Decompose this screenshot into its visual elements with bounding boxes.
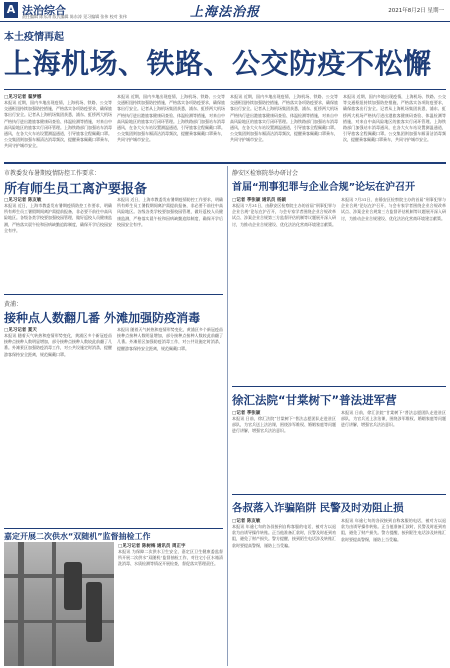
lead-body-col-3	[230, 94, 338, 158]
lead-kicker: 本土疫情再起	[4, 32, 64, 43]
story7-body-text: 本报讯 年逾七旬的各叔接到自称客服的电话，被对方以退款为由诱导操作转账。正当他准备汇款时，民警及时赶到劝阻，避免了财产损失。警方提醒，接到陌生电话涉及转账汇款时要提高警惕，谨防上当受骗。	[341, 518, 446, 542]
story3-byline: □见习记者 夏天	[4, 328, 37, 333]
water-tank-inspection-photo	[4, 542, 114, 666]
story2-headline: 所有师生员工离沪要报备	[4, 182, 148, 197]
section-divider	[4, 162, 446, 164]
lead-body-col-1	[4, 94, 112, 158]
story7-body-text: 本报讯 年逾七旬的各叔接到自称客服的电话，被对方以退款为由诱导操作转账。正当他准备汇款时，民警及时赶到劝阻，避免了财产损失。警方提醒，接到陌生电话涉及转账汇款时要提高警惕，谨防上当受骗。	[232, 524, 336, 548]
story6-body-text: 本报讯 日前，徐汇法院“甘棠树下”普法志愿团队走进驻区部队，为官兵送上法治课，围绕涉军维权、婚姻家庭等问题进行讲解，增强官兵法治意识。	[232, 416, 336, 434]
story6-body-text: 本报讯 日前，徐汇法院“甘棠树下”普法志愿团队走进驻区部队，为官兵送上法治课，围绕涉军维权、婚姻家庭等问题进行讲解，增强官兵法治意识。	[341, 410, 446, 428]
lead-body-col-2	[117, 94, 225, 158]
story6-rule	[232, 494, 446, 495]
story5-body-col-1	[232, 197, 336, 382]
page-letter: A	[4, 2, 18, 18]
lead-body-col-4	[343, 94, 446, 158]
story5-rule	[232, 386, 446, 387]
story4-headline: 嘉定开展二次供水“双随机”监督抽检工作	[4, 532, 151, 541]
masthead	[0, 0, 450, 22]
editors-line: 责任编辑 陈东涛 版式编辑 陈东涛 见习编辑 张伟 校对 张伟	[22, 14, 127, 19]
story3-body-col-1	[4, 327, 112, 527]
story5-body-col-2	[341, 197, 446, 382]
story4-byline: □见习记者 陈树梅 通讯员 周正宇	[118, 544, 186, 549]
story3-body-col-2	[117, 327, 223, 527]
story6-body-col-1	[232, 410, 336, 490]
story5-byline: □记者 季张颖 通讯员 杨颖	[232, 198, 286, 203]
story2-body-col-2	[117, 197, 223, 289]
story3-rule	[4, 528, 223, 529]
story2-kicker: 市教委发布暑期疫情防控工作要求：	[4, 170, 101, 177]
story3-body-text: 本报讯 随着天气转热和疫情形势变化，黄浦区多个新冠疫苗接种点接种人数明显增加，部分接种点接种人数较此前翻了几番。外滩景区加强防疫消毒工作，对公共设施定时消杀，提醒游客保持安全距离，规范佩戴口罩。	[4, 333, 112, 357]
lead-headline: 上海机场、铁路、公交防疫不松懈	[4, 47, 432, 80]
paper-name: 上海法治报	[190, 5, 261, 20]
story7-byline: □记者 陈友敏	[232, 519, 261, 524]
column-divider	[227, 166, 228, 666]
story2-body-text: 本报讯 近日，上海市教委发布暑期疫情防控工作要求，明确所有师生员工暑假期间离沪需提前报备，非必要不前往中高风险地区。各级各类学校要加强校园管理，做好返校人员健康监测，严格落实晨午检和因病缺勤追踪制度，确保开学后校园安全有序。	[4, 203, 112, 233]
lead-rule	[4, 89, 446, 90]
story5-kicker: 静安区检察院举办研讨会	[232, 170, 299, 177]
story6-byline: □记者 季张颖	[232, 411, 261, 416]
lead-body-text: 本报讯 近期，国内多地出现疫情，上海机场、铁路、公交等交通枢纽持续加强防控措施，严格落实各项防疫要求，确保旅客出行安全。记者从上海机场集团获悉，浦东、虹桥两大机场严格执行进出港旅客健康码查验、体温检测等措施，对来自中高风险地区的旅客实行闭环管理。上海铁路部门加强站车消毒通风，在各大火车站设置测温通道，引导旅客全程佩戴口罩。公交集团则加强车厢清洁消毒频次，提醒乘客佩戴口罩乘车，共同守护城市安全。	[117, 94, 225, 143]
story2-byline: □见习记者 陈友敏	[4, 198, 42, 203]
story3-headline: 接种点人数翻几番 外滩加强防疫消毒	[4, 311, 201, 325]
story7-headline: 各叔落入诈骗陷阱 民警及时劝阻止损	[232, 502, 404, 514]
lead-body-text: 本报讯 近期，国内多地出现疫情，上海机场、铁路、公交等交通枢纽持续加强防控措施，严格落实各项防疫要求，确保旅客出行安全。记者从上海机场集团获悉，浦东、虹桥两大机场严格执行进出港旅客健康码查验、体温检测等措施，对来自中高风险地区的旅客实行闭环管理。上海铁路部门加强站车消毒通风，在各大火车站设置测温通道，引导旅客全程佩戴口罩。公交集团则加强车厢清洁消毒频次，提醒乘客佩戴口罩乘车，共同守护城市安全。	[4, 100, 112, 149]
story5-headline: 首届“刑事犯罪与企业合规”论坛在沪召开	[232, 182, 416, 193]
story7-body-col-2	[341, 518, 446, 666]
story4-body-col	[118, 543, 223, 666]
lead-body-text: 本报讯 近期，国内多地出现疫情，上海机场、铁路、公交等交通枢纽持续加强防控措施，严格落实各项防疫要求，确保旅客出行安全。记者从上海机场集团获悉，浦东、虹桥两大机场严格执行进出港旅客健康码查验、体温检测等措施，对来自中高风险地区的旅客实行闭环管理。上海铁路部门加强站车消毒通风，在各大火车站设置测温通道，引导旅客全程佩戴口罩。公交集团则加强车厢清洁消毒频次，提醒乘客佩戴口罩乘车，共同守护城市安全。	[343, 94, 446, 143]
section-title: 法治综合	[22, 4, 66, 17]
lead-body-text: 本报讯 近期，国内多地出现疫情，上海机场、铁路、公交等交通枢纽持续加强防控措施，严格落实各项防疫要求，确保旅客出行安全。记者从上海机场集团获悉，浦东、虹桥两大机场严格执行进出港旅客健康码查验、体温检测等措施，对来自中高风险地区的旅客实行闭环管理。上海铁路部门加强站车消毒通风，在各大火车站设置测温通道，引导旅客全程佩戴口罩。公交集团则加强车厢清洁消毒频次，提醒乘客佩戴口罩乘车，共同守护城市安全。	[230, 94, 338, 143]
story3-kicker: 黄浦：	[4, 301, 23, 308]
issue-date: 2021年8月2日 星期一	[388, 8, 444, 14]
story5-body-text: 本报讯 7月31日，由静安区检察院主办的首届“刑事犯罪与企业合规”论坛在沪召开，与会专家学者围绕企业合规改革试点、涉案企业合规第三方监督评估机制等议题展开深入研讨，为推动企业合规建设、优化法治化营商环境建言献策。	[341, 197, 446, 221]
story6-headline: 徐汇法院“甘棠树下”普法进军营	[232, 393, 397, 407]
story6-body-col-2	[341, 410, 446, 490]
story4-body-text: 本报讯 为保障二次供水卫生安全，嘉定区卫生健康委监督所开展二次供水“双随机”监督抽检工作，对住宅小区水箱清洗消毒、水质检测等情况开展检查，督促落实管理责任。	[118, 549, 223, 567]
lead-byline: □见习记者 翟梦娜	[4, 95, 42, 100]
story7-body-col-1	[232, 518, 336, 666]
story2-body-col-1	[4, 197, 112, 289]
story5-body-text: 本报讯 7月31日，由静安区检察院主办的首届“刑事犯罪与企业合规”论坛在沪召开，与会专家学者围绕企业合规改革试点、涉案企业合规第三方监督评估机制等议题展开深入研讨，为推动企业合规建设、优化法治化营商环境建言献策。	[232, 203, 336, 227]
story2-rule	[4, 294, 223, 295]
story2-body-text: 本报讯 近日，上海市教委发布暑期疫情防控工作要求，明确所有师生员工暑假期间离沪需提前报备，非必要不前往中高风险地区。各级各类学校要加强校园管理，做好返校人员健康监测，严格落实晨午检和因病缺勤追踪制度，确保开学后校园安全有序。	[117, 197, 223, 227]
story3-body-text: 本报讯 随着天气转热和疫情形势变化，黄浦区多个新冠疫苗接种点接种人数明显增加，部分接种点接种人数较此前翻了几番。外滩景区加强防疫消毒工作，对公共设施定时消杀，提醒游客保持安全距离，规范佩戴口罩。	[117, 327, 223, 351]
